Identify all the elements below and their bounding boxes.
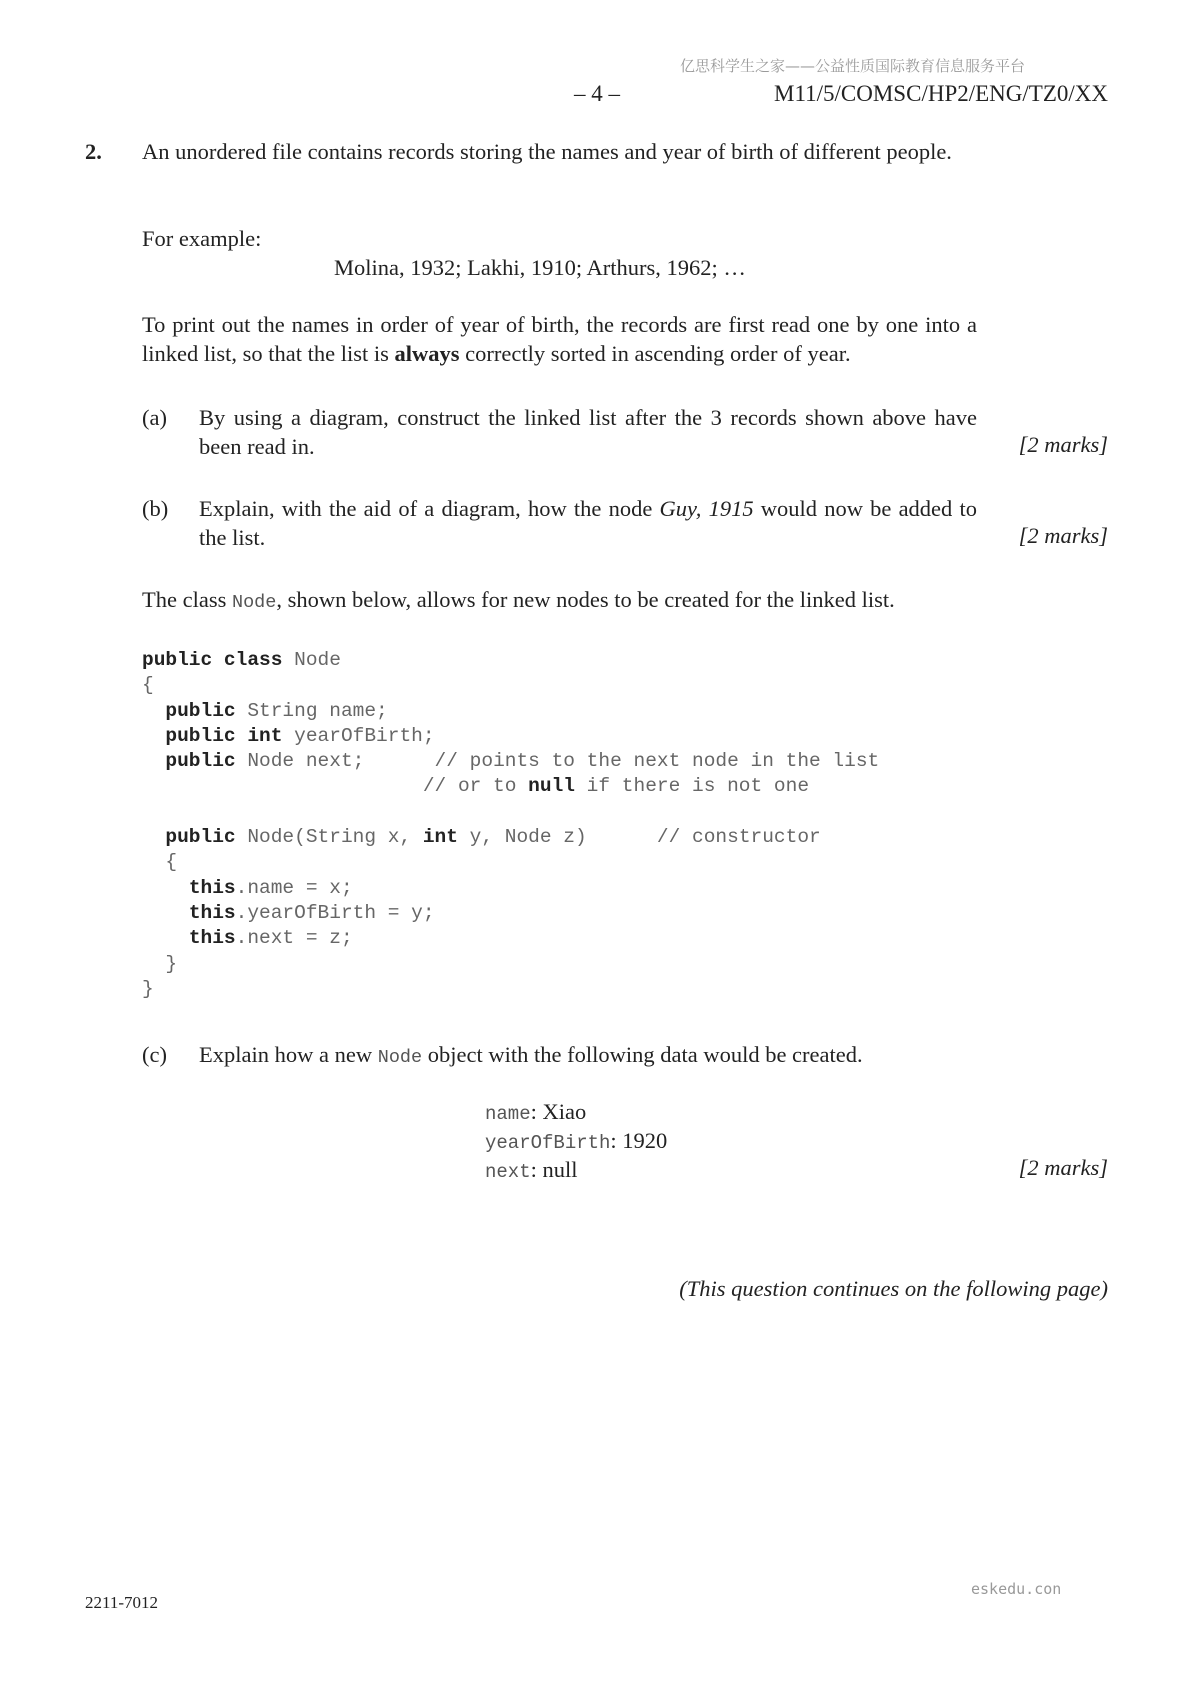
field-name-key: name xyxy=(485,1103,531,1125)
code-line xyxy=(142,699,879,724)
print-instructions xyxy=(142,310,977,368)
node-class-code xyxy=(142,648,879,1002)
code-line xyxy=(142,774,879,799)
code-text xyxy=(142,927,189,949)
code-line xyxy=(142,749,879,774)
code-line xyxy=(142,876,879,901)
part-a-text: By using a diagram, construct the linked list after the 3 records shown above have been read in. xyxy=(199,405,977,459)
print-text-end: correctly sorted in ascending order of year. xyxy=(459,341,851,366)
part-c-marks: [2 marks] xyxy=(1018,1155,1108,1180)
code-line xyxy=(142,673,879,698)
print-text-start: To print out the names in order of year of birth, the records are first read one by one into a linked list, so that the list is xyxy=(142,312,977,366)
code-keyword: this xyxy=(188,927,236,950)
code-line xyxy=(142,977,879,1002)
code-keyword: int xyxy=(422,826,458,849)
field-name xyxy=(485,1097,586,1129)
code-keyword: public xyxy=(165,750,236,773)
code-text: Node xyxy=(282,649,341,671)
part-c-text-start: Explain how a new xyxy=(199,1042,378,1067)
field-name-value: : Xiao xyxy=(530,1099,587,1124)
page-number: – 4 – xyxy=(574,81,620,106)
code-line xyxy=(142,952,879,977)
code-text: .name = x; xyxy=(235,876,353,899)
code-keyword: public class xyxy=(142,649,283,671)
class-intro xyxy=(142,585,895,617)
code-text: .next = z; xyxy=(235,927,353,950)
example-label: For example: xyxy=(142,226,262,251)
code-text xyxy=(142,725,165,747)
code-text xyxy=(142,902,189,924)
code-text: y, Node z) // constructor xyxy=(457,826,821,849)
code-line xyxy=(142,901,879,926)
code-line xyxy=(142,800,879,825)
part-c-text xyxy=(199,1040,863,1072)
code-text: Node next; // points to the next node in the list xyxy=(235,750,880,773)
code-keyword: public xyxy=(165,826,236,849)
part-b-text xyxy=(199,494,977,552)
code-text xyxy=(142,700,165,722)
code-text: // or to xyxy=(142,775,529,798)
field-next-key: next xyxy=(485,1161,531,1183)
code-text: { xyxy=(142,674,154,697)
code-line xyxy=(142,648,879,673)
code-text: yearOfBirth; xyxy=(282,724,435,747)
example-records: Molina, 1932; Lakhi, 1910; Arthurs, 1962; … xyxy=(334,255,746,280)
part-b-label: (b) xyxy=(142,496,169,521)
code-line xyxy=(142,850,879,875)
part-b-text-start: Explain, with the aid of a diagram, how the node xyxy=(199,496,660,521)
code-text: String name; xyxy=(235,699,388,722)
footer-code: 2211-7012 xyxy=(85,1593,159,1612)
code-text: Node(String x, xyxy=(235,826,423,849)
code-text xyxy=(142,877,189,899)
question-intro: An unordered file contains records storing the names and year of birth of different people. xyxy=(142,139,952,164)
class-intro-start: The class xyxy=(142,587,232,612)
print-text-bold: always xyxy=(394,341,460,366)
code-text xyxy=(142,750,165,772)
code-text: { xyxy=(142,851,178,874)
code-text xyxy=(142,826,165,848)
code-text: if there is not one xyxy=(574,775,810,798)
part-c-label: (c) xyxy=(142,1042,167,1067)
code-keyword: this xyxy=(188,901,236,924)
class-intro-code: Node xyxy=(231,592,277,613)
code-text: } xyxy=(142,952,178,975)
code-line xyxy=(142,926,879,951)
continues-note: (This question continues on the following page) xyxy=(679,1276,1108,1301)
code-keyword: null xyxy=(528,775,575,798)
part-b-marks: [2 marks] xyxy=(1018,523,1108,548)
paper-code: M11/5/COMSC/HP2/ENG/TZ0/XX xyxy=(774,81,1108,106)
part-b-node: Guy, 1915 xyxy=(659,496,754,521)
class-intro-end: , shown below, allows for new nodes to be created for the linked list. xyxy=(276,587,895,612)
header-watermark: 亿思科学生之家——公益性质国际教育信息服务平台 xyxy=(680,57,1026,75)
code-text: .yearOfBirth = y; xyxy=(235,901,435,924)
part-b-text-end: would now be added to the list. xyxy=(199,496,977,550)
question-number: 2. xyxy=(85,139,102,164)
field-year-key: yearOfBirth xyxy=(485,1132,611,1154)
part-c-text-end: object with the following data would be created. xyxy=(422,1042,863,1067)
part-a-label: (a) xyxy=(142,405,167,430)
code-text: } xyxy=(142,977,154,1000)
part-a-marks: [2 marks] xyxy=(1018,432,1108,457)
footer-watermark: eskedu.con xyxy=(971,1580,1062,1598)
code-keyword: public xyxy=(165,699,236,722)
field-year xyxy=(485,1126,667,1158)
code-line xyxy=(142,825,879,850)
code-line xyxy=(142,724,879,749)
field-next-value: : null xyxy=(530,1157,578,1182)
code-keyword: this xyxy=(188,876,236,899)
part-c-code: Node xyxy=(377,1047,423,1068)
field-next xyxy=(485,1155,578,1187)
code-keyword: public int xyxy=(165,724,283,747)
field-year-value: : 1920 xyxy=(610,1128,668,1153)
